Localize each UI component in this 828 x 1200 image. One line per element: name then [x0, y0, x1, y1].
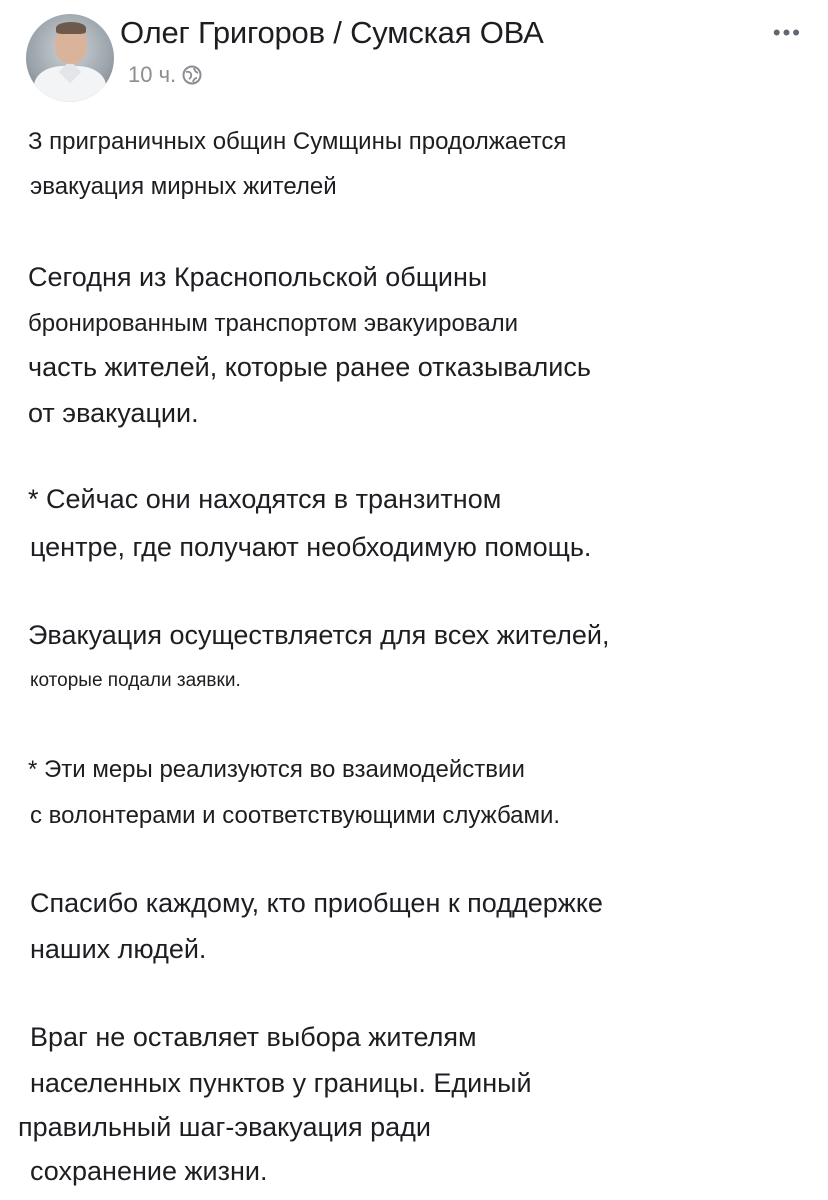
post-header	[0, 0, 828, 110]
post-text-line: которые подали заявки.	[30, 670, 241, 691]
post-text-line: Эвакуация осуществляется для всех жителей,	[28, 620, 610, 650]
post-time[interactable]: 10 ч.	[128, 62, 177, 87]
more-options-icon[interactable]: •••	[772, 20, 802, 45]
post-text-line: Враг не оставляет выбора жителям	[30, 1022, 477, 1052]
post-text-line: эвакуация мирных жителей	[30, 173, 337, 200]
globe-icon	[182, 65, 202, 85]
post-text-line: Сегодня из Краснопольской общины	[28, 262, 488, 292]
post-text-line: сохранение жизни.	[30, 1156, 268, 1186]
post-text-line: бронированным транспортом эвакуировали	[28, 310, 519, 337]
post-text-line: часть жителей, которые ранее отказывались	[28, 352, 591, 382]
post-text-line: З приграничных общин Сумщины продолжается	[28, 128, 567, 155]
post-text-line: Спасибо каждому, кто приобщен к поддержке	[30, 888, 603, 918]
author-name[interactable]: Олег Григоров / Сумская ОВА	[120, 15, 544, 50]
post-text-line: центре, где получают необходимую помощь.	[30, 532, 592, 562]
avatar[interactable]	[26, 14, 114, 102]
post-meta	[128, 62, 202, 88]
post-text-line: населенных пунктов у границы. Единый	[30, 1068, 532, 1098]
post-text-line: * Эти меры реализуются во взаимодействии	[28, 756, 525, 783]
post-text-line: наших людей.	[30, 934, 207, 964]
post-text-line: правильный шаг-эвакуация ради	[18, 1112, 432, 1142]
post-text-line: от эвакуации.	[28, 398, 199, 428]
post-text-line: * Сейчас они находятся в транзитном	[28, 484, 502, 514]
post-text-line: с волонтерами и соответствующими службами.	[30, 802, 561, 829]
